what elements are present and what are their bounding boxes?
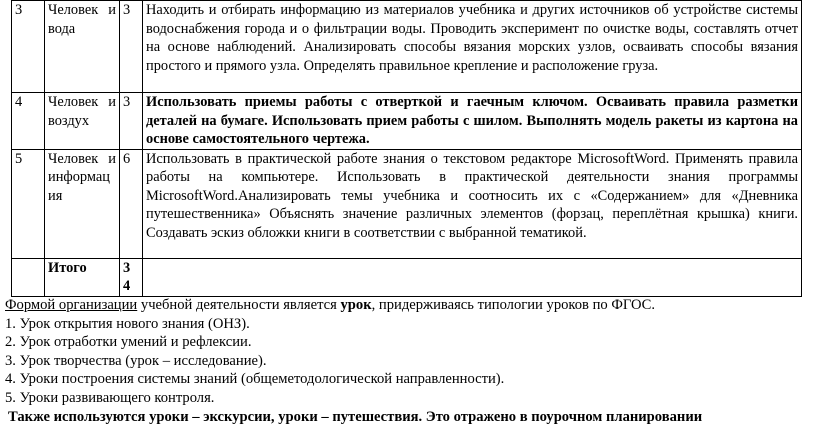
- row-number-cell: 3: [12, 1, 45, 93]
- empty-description-cell: [143, 258, 802, 296]
- row-number-cell: 4: [12, 93, 45, 150]
- topic-cell: Человек и воздух: [45, 93, 120, 150]
- total-hours-cell: 3 4: [120, 258, 143, 296]
- total-label-cell: Итого: [45, 258, 120, 296]
- table-row: [12, 1, 802, 93]
- table-row: [12, 149, 802, 258]
- closing-paragraph: Также используются уроки – экскурсии, уроки – путешествия. Это отражено в поурочном планировании: [8, 408, 703, 425]
- lesson-types-text: [5, 296, 813, 426]
- row-number-cell: [12, 258, 45, 296]
- intro-bold-text: урок: [340, 297, 372, 313]
- table-row: [12, 93, 802, 150]
- activity-description-cell: Использовать приемы работы с отверткой и гаечным ключом. Осваивать правила разметки деталей на бумаге. Использовать прием работы с шилом. Выполнять модель ракеты из картона на основе самостоятельного чертежа.: [143, 93, 802, 150]
- hours-cell: 3: [120, 93, 143, 150]
- row-number-cell: 5: [12, 149, 45, 258]
- list-item: 5. Уроки развивающего контроля.: [5, 389, 215, 406]
- topic-cell: Человек и информац ия: [45, 149, 120, 258]
- list-item: 3. Урок творчества (урок – исследование).: [5, 352, 267, 369]
- activity-description-cell: Использовать в практической работе знания о текстовом редакторе MicrosoftWord. Применять правила работы на компьютере. Использовать в практической деятельности знания программы MicrosoftWord.Анализировать темы учебника и соотносить их с «Содержанием» для «Дневника путешественника» Объяснять значение различных элементов (форзац, переплётная крышка) книги. Создавать эскиз обложки книги в соответствии с выбранной тематикой.: [143, 149, 802, 258]
- topic-cell: Человек и вода: [45, 1, 120, 93]
- lesson-plan-table: [11, 0, 802, 297]
- list-item: 2. Урок отработки умений и рефлексии.: [5, 334, 252, 351]
- intro-text-part2: , придерживаясь типологии уроков по ФГОС.: [371, 297, 656, 313]
- list-item: 1. Урок открытия нового знания (ОНЗ).: [5, 315, 250, 332]
- list-item: 4. Уроки построения системы знаний (общеметодологической направленности).: [5, 371, 505, 388]
- hours-cell: 6: [120, 149, 143, 258]
- intro-underlined-text: Формой организации: [5, 297, 138, 313]
- hours-cell: 3: [120, 1, 143, 93]
- intro-paragraph: [5, 296, 813, 315]
- activity-description-cell: Находить и отбирать информацию из материалов учебника и других источников об устройстве системы водоснабжения города и о фильтрации воды. Проводить эксперимент по очистке воды, составлять отчет на основе наблюдений. Анализировать способы вязания морских узлов, осваивать способы вязания простого и прямого узла. Определять правильное крепление и расположение груза.: [143, 1, 802, 93]
- total-row: [12, 258, 802, 296]
- intro-text-part1: учебной деятельности является: [137, 297, 341, 313]
